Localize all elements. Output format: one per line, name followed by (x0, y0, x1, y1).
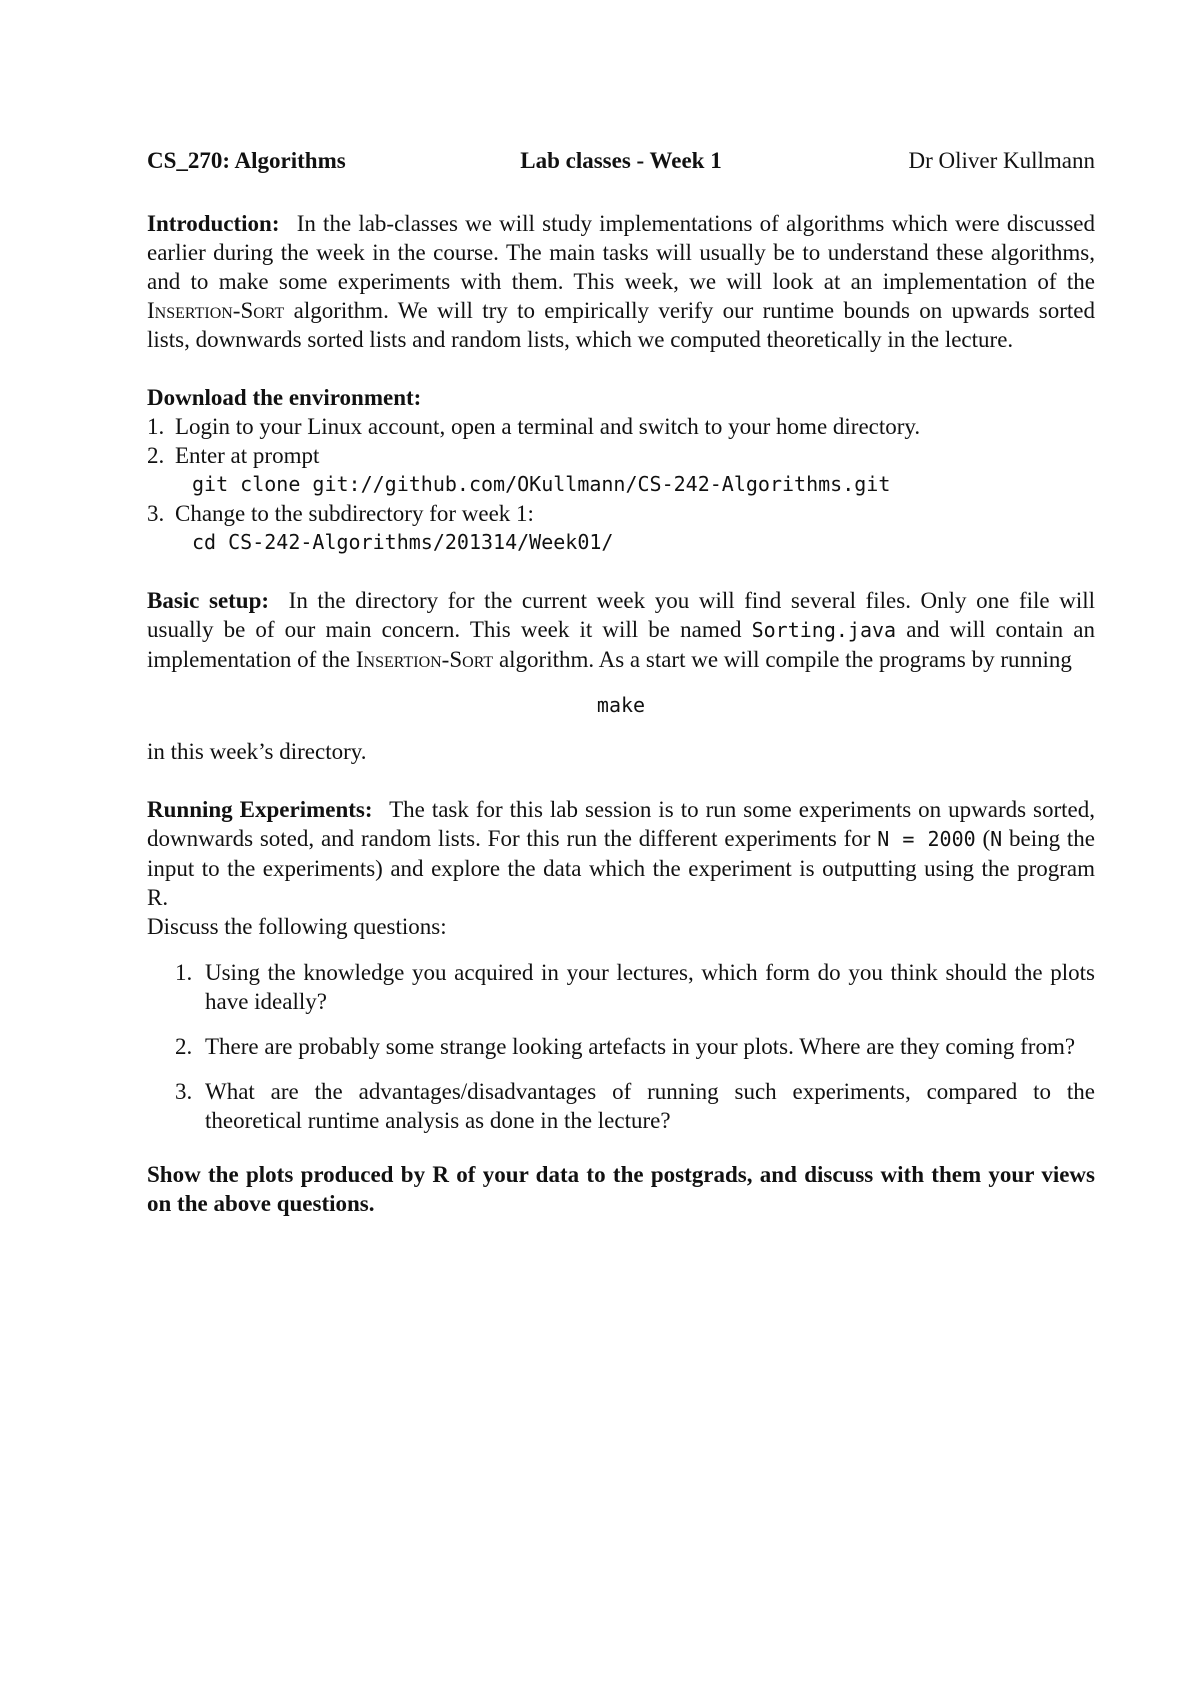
lab-title: Lab classes - Week 1 (520, 148, 722, 173)
introduction-section (147, 209, 1095, 354)
question-text: What are the advantages/disadvantages of running such experiments, compared to the theoretical runtime analysis as done in the lecture? (205, 1079, 1095, 1133)
question-number: 2. (175, 1034, 193, 1059)
running-paragraph (147, 795, 1095, 912)
discuss-line: Discuss the following questions: (147, 914, 447, 939)
basic-setup-section (147, 586, 1095, 766)
download-step-2 (147, 441, 1095, 470)
step-number: 3. (147, 501, 165, 526)
basic-setup-heading: Basic setup: (147, 588, 270, 613)
basic-setup-text-b: and will contain an implementation of the (147, 617, 1096, 672)
question-item (175, 958, 1095, 1016)
introduction-text-a: In the lab-classes we will study implementations of algorithms which were discussed earlier during the week in the course. The main tasks will usually be to understand these algorithms, and to make some experiments with them. This week, we will look at an implementation of the (147, 211, 1096, 294)
question-text: There are probably some strange looking artefacts in your plots. Where are they coming from? (205, 1034, 1076, 1059)
download-step-3 (147, 499, 1095, 528)
question-text: Using the knowledge you acquired in your lectures, which form do you think should the plots have ideally? (205, 960, 1095, 1014)
introduction-algorithm-name: Insertion-Sort (147, 298, 285, 323)
step-number: 2. (147, 443, 165, 468)
cd-command: cd CS-242-Algorithms/201314/Week01/ (192, 530, 614, 554)
course-title: CS_270: Algorithms (147, 148, 346, 173)
basic-setup-after: in this week’s directory. (147, 739, 367, 764)
download-steps (147, 412, 1095, 557)
download-heading: Download the environment: (147, 385, 422, 410)
question-item (175, 1077, 1095, 1135)
question-item (175, 1032, 1095, 1061)
closing-instruction: Show the plots produced by R of your data to the postgrads, and discuss with them your views on the above questions. (147, 1162, 1095, 1216)
basic-setup-algorithm-name: Insertion-Sort (355, 647, 494, 672)
basic-setup-text-c: algorithm. As a start we will compile the programs by running (498, 647, 1072, 672)
download-step-1 (147, 412, 1095, 441)
basic-setup-paragraph (147, 586, 1095, 674)
introduction-text-b: algorithm. We will try to empirically verify our runtime bounds on upwards sorted lists, downwards sorted lists and random lists, which we computed theoretically in the lecture. (147, 298, 1096, 352)
n-variable-code: N (990, 827, 1003, 851)
running-heading: Running Experiments: (147, 797, 373, 822)
make-command: make (596, 693, 646, 717)
running-experiments-section (147, 795, 1095, 1218)
running-text-c: being the input to the experiments) and explore the data which the experiment is outputting using the program R. (147, 826, 1096, 910)
page-header (147, 146, 1095, 175)
n-value-code: N = 2000 (877, 827, 976, 851)
step-text: Change to the subdirectory for week 1: (175, 501, 534, 526)
basic-setup-text-a: In the directory for the current week you will find several files. Only one file will usually be of our main concern. This week it will be named (147, 588, 1095, 642)
step-text: Enter at prompt (175, 443, 320, 468)
introduction-heading: Introduction: (147, 211, 280, 236)
document-page (147, 146, 1095, 1218)
author-name: Dr Oliver Kullmann (908, 148, 1095, 173)
question-number: 3. (175, 1079, 193, 1104)
question-number: 1. (175, 960, 193, 985)
running-text-b: ( (982, 826, 991, 851)
filename-code: Sorting.java (751, 618, 897, 642)
download-section (147, 383, 1095, 557)
step-text: Login to your Linux account, open a terminal and switch to your home directory. (175, 414, 921, 439)
git-clone-command: git clone git://github.com/OKullmann/CS-242-Algorithms.git (192, 472, 891, 496)
running-text-a: The task for this lab session is to run some experiments on upwards sorted, downwards soted, and random lists. For this run the different experiments for (147, 797, 1095, 851)
questions-list (147, 958, 1095, 1135)
step-number: 1. (147, 414, 165, 439)
